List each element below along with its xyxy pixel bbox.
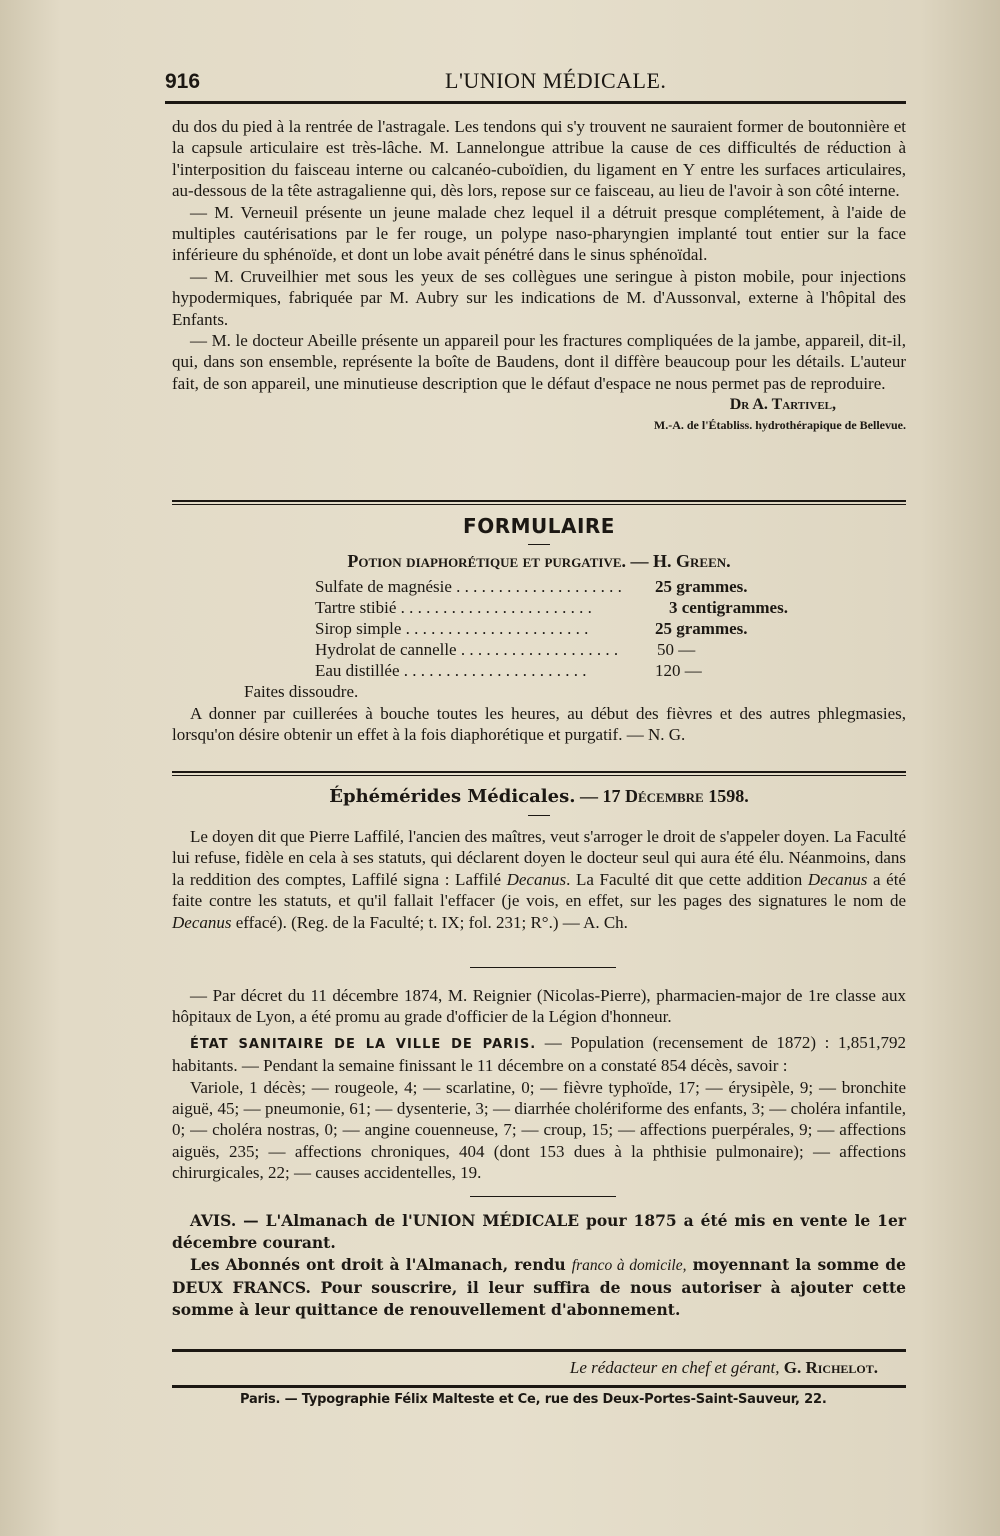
- separator-rule: [470, 967, 616, 968]
- ingredient-name: Hydrolat de cannelle . . . . . . . . . . . . . . . . . . .: [315, 640, 619, 659]
- editor-title: Le rédacteur en chef et gérant,: [569, 1358, 780, 1377]
- ingredient-name: Tartre stibié . . . . . . . . . . . . . . . . . . . . . . .: [315, 598, 592, 617]
- ephemerides-section: [172, 786, 906, 933]
- formulaire-instruction: Faites dissoudre.: [244, 682, 359, 701]
- etat-sanitaire-paragraph: ÉTAT SANITAIRE DE LA VILLE DE PARIS. — Population (recensement de 1872) : 1,851,792 habitants. — Pendant la semaine finissant le 11 décembre on a constaté 854 décès, savoir :: [172, 1032, 906, 1076]
- header-rule: [165, 101, 906, 104]
- ingredient-row: [315, 597, 906, 618]
- ingredient-quantity: 120 —: [655, 661, 702, 680]
- report-paragraph: du dos du pied à la rentrée de l'astragale. Les tendons qui s'y trouvent ne sauraient former de boutonnière et la capsule articulaire est très-lâche. M. Lannelongue attribue la cause de ces difficultés de réduction à l'interposition du faisceau interne ou calcanéo-cuboïdien, du ligament en Y entre les surfaces articulaires, au-dessous de la tête astragalienne qui, dès lors, repose sur ce faisceau, au lieu de l'avoir à son côté interne.: [172, 117, 906, 201]
- formulaire-note: A donner par cuillerées à bouche toutes les heures, au début des fièvres et des autres phlegmasies, lorsqu'on désire obtenir un effet à la fois diaphorétique et purgatif. — N. G.: [172, 704, 906, 745]
- ingredient-row: [315, 576, 906, 597]
- decree-paragraph: — Par décret du 11 décembre 1874, M. Reignier (Nicolas-Pierre), pharmacien-major de 1re classe aux hôpitaux de Lyon, a été promu au grade d'officier de la Légion d'honneur.: [172, 986, 906, 1027]
- formulaire-heading: FORMULAIRE: [463, 514, 615, 538]
- printer-line: Paris. — Typographie Félix Malteste et Ce, rue des Deux-Portes-Saint-Sauveur, 22.: [240, 1392, 827, 1407]
- ingredient-row: [315, 618, 906, 639]
- report-affiliation: [172, 416, 906, 434]
- etat-sanitaire-label: ÉTAT SANITAIRE DE LA VILLE DE PARIS.: [190, 1036, 537, 1052]
- avis-section: [172, 1210, 906, 1321]
- editor-name: G. Richelot.: [783, 1358, 878, 1377]
- ephemerides-paragraph: Le doyen dit que Pierre Laffilé, l'ancien des maîtres, veut s'arroger le droit de s'appeler doyen. La Faculté lui refuse, fidèle en cela à ses statuts, qui déclarent doyen le docteur seul qui aura été élu. Néanmoins, dans la reddition des comptes, Laffilé signa : Laffilé Decanus. La Faculté dit que cette addition Decanus a été faite contre les statuts, et qu'il fallait l'effacer (je vois, en effet, sur les pages des signatures le nom de Decanus effacé). (Reg. de la Faculté; t. IX; fol. 231; R°.) — A. Ch.: [172, 827, 906, 932]
- footer-rule: [172, 1349, 906, 1352]
- formulaire-subheading: Potion diaphorétique et purgative. — H. Green.: [347, 551, 731, 571]
- report-paragraph: — M. Cruveilhier met sous les yeux de ses collègues une seringue à piston mobile, pour injections hypodermiques, fabriquée par M. Aubry sur les indications de M. d'Aussonval, externe à l'hôpital des Enfants.: [172, 266, 906, 329]
- report-paragraph: — M. Verneuil présente un jeune malade chez lequel il a détruit presque complétement, à l'aide de multiples cautérisations par le fer rouge, un polype naso-pharyngien implanté tout entier sur la face inférieure du sphénoïde, et dont un lobe avait pénétré dans le sinus sphénoïdal.: [172, 202, 906, 265]
- ingredient-name: Eau distillée . . . . . . . . . . . . . . . . . . . . . .: [315, 661, 587, 680]
- footer-rule: [172, 1385, 906, 1388]
- signature-name: Dr A. Tartivel,: [729, 396, 836, 414]
- ingredient-quantity: 25 grammes.: [655, 577, 748, 596]
- ingredient-name: Sirop simple . . . . . . . . . . . . . . . . . . . . . .: [315, 619, 589, 638]
- editor-line: [172, 1358, 906, 1378]
- ephemerides-heading: [172, 786, 906, 807]
- ephemerides-date: — 17 Décembre 1598.: [579, 786, 749, 806]
- page-header: [165, 64, 906, 100]
- report-signature: [172, 394, 906, 415]
- ingredient-list: [315, 576, 906, 681]
- society-report: [172, 116, 906, 434]
- ingredient-quantity: 25 grammes.: [655, 619, 748, 638]
- ephemerides-title: Éphémérides Médicales.: [329, 786, 576, 807]
- ingredient-row: [315, 660, 906, 681]
- news-section: [172, 985, 906, 1184]
- ingredient-row: [315, 639, 906, 660]
- avis-announcement: AVIS. — L'Almanach de l'UNION MÉDICALE pour 1875 a été mis en vente le 1er décembre courant.: [172, 1211, 906, 1252]
- ingredient-quantity: 3 centigrammes.: [669, 598, 788, 617]
- ingredient-quantity: 50 —: [657, 640, 696, 659]
- page-number: 916: [165, 70, 201, 93]
- mortality-paragraph: Variole, 1 décès; — rougeole, 4; — scarlatine, 0; — fièvre typhoïde, 17; — érysipèle, 9; — bronchite aiguë, 45; — pneumonie, 61; — dysenterie, 3; — diarrhée cholériforme des enfants, 3; — choléra infantile, 0; — choléra nostras, 0; — angine couenneuse, 7; — croup, 15; — affections puerpérales, 9; — affections aiguës, 235; — affections chroniques, 404 (dont 153 dues à la phthisie pulmonaire); — affections chirurgicales, 22; — causes accidentelles, 19.: [172, 1077, 906, 1183]
- section-rule: [172, 500, 906, 505]
- avis-subscription: Les Abonnés ont droit à l'Almanach, rendu franco à domicile, moyennant la somme de DEUX FRANCS. Pour souscrire, il leur suffira de nous autoriser à ajouter cette somme à leur quittance de renouvellement d'abonnement.: [172, 1255, 907, 1319]
- section-rule: [172, 771, 906, 776]
- journal-title: L'UNION MÉDICALE.: [445, 68, 667, 93]
- report-paragraph: — M. le docteur Abeille présente un appareil pour les fractures compliquées de la jambe, appareil, dit-il, qui, dans son ensemble, représente la boîte de Baudens, dont il diffère beaucoup pour les détails. L'auteur fait, de son appareil, une minutieuse description que le défaut d'espace ne nous permet pas de reproduire.: [172, 331, 906, 393]
- separator-rule: [470, 1196, 616, 1197]
- ingredient-name: Sulfate de magnésie . . . . . . . . . . . . . . . . . . . .: [315, 577, 622, 596]
- formulaire-section: [172, 514, 906, 746]
- short-rule: [528, 815, 550, 816]
- short-rule: [528, 544, 550, 545]
- signature-affiliation: M.-A. de l'Établiss. hydrothérapique de Bellevue.: [653, 417, 906, 432]
